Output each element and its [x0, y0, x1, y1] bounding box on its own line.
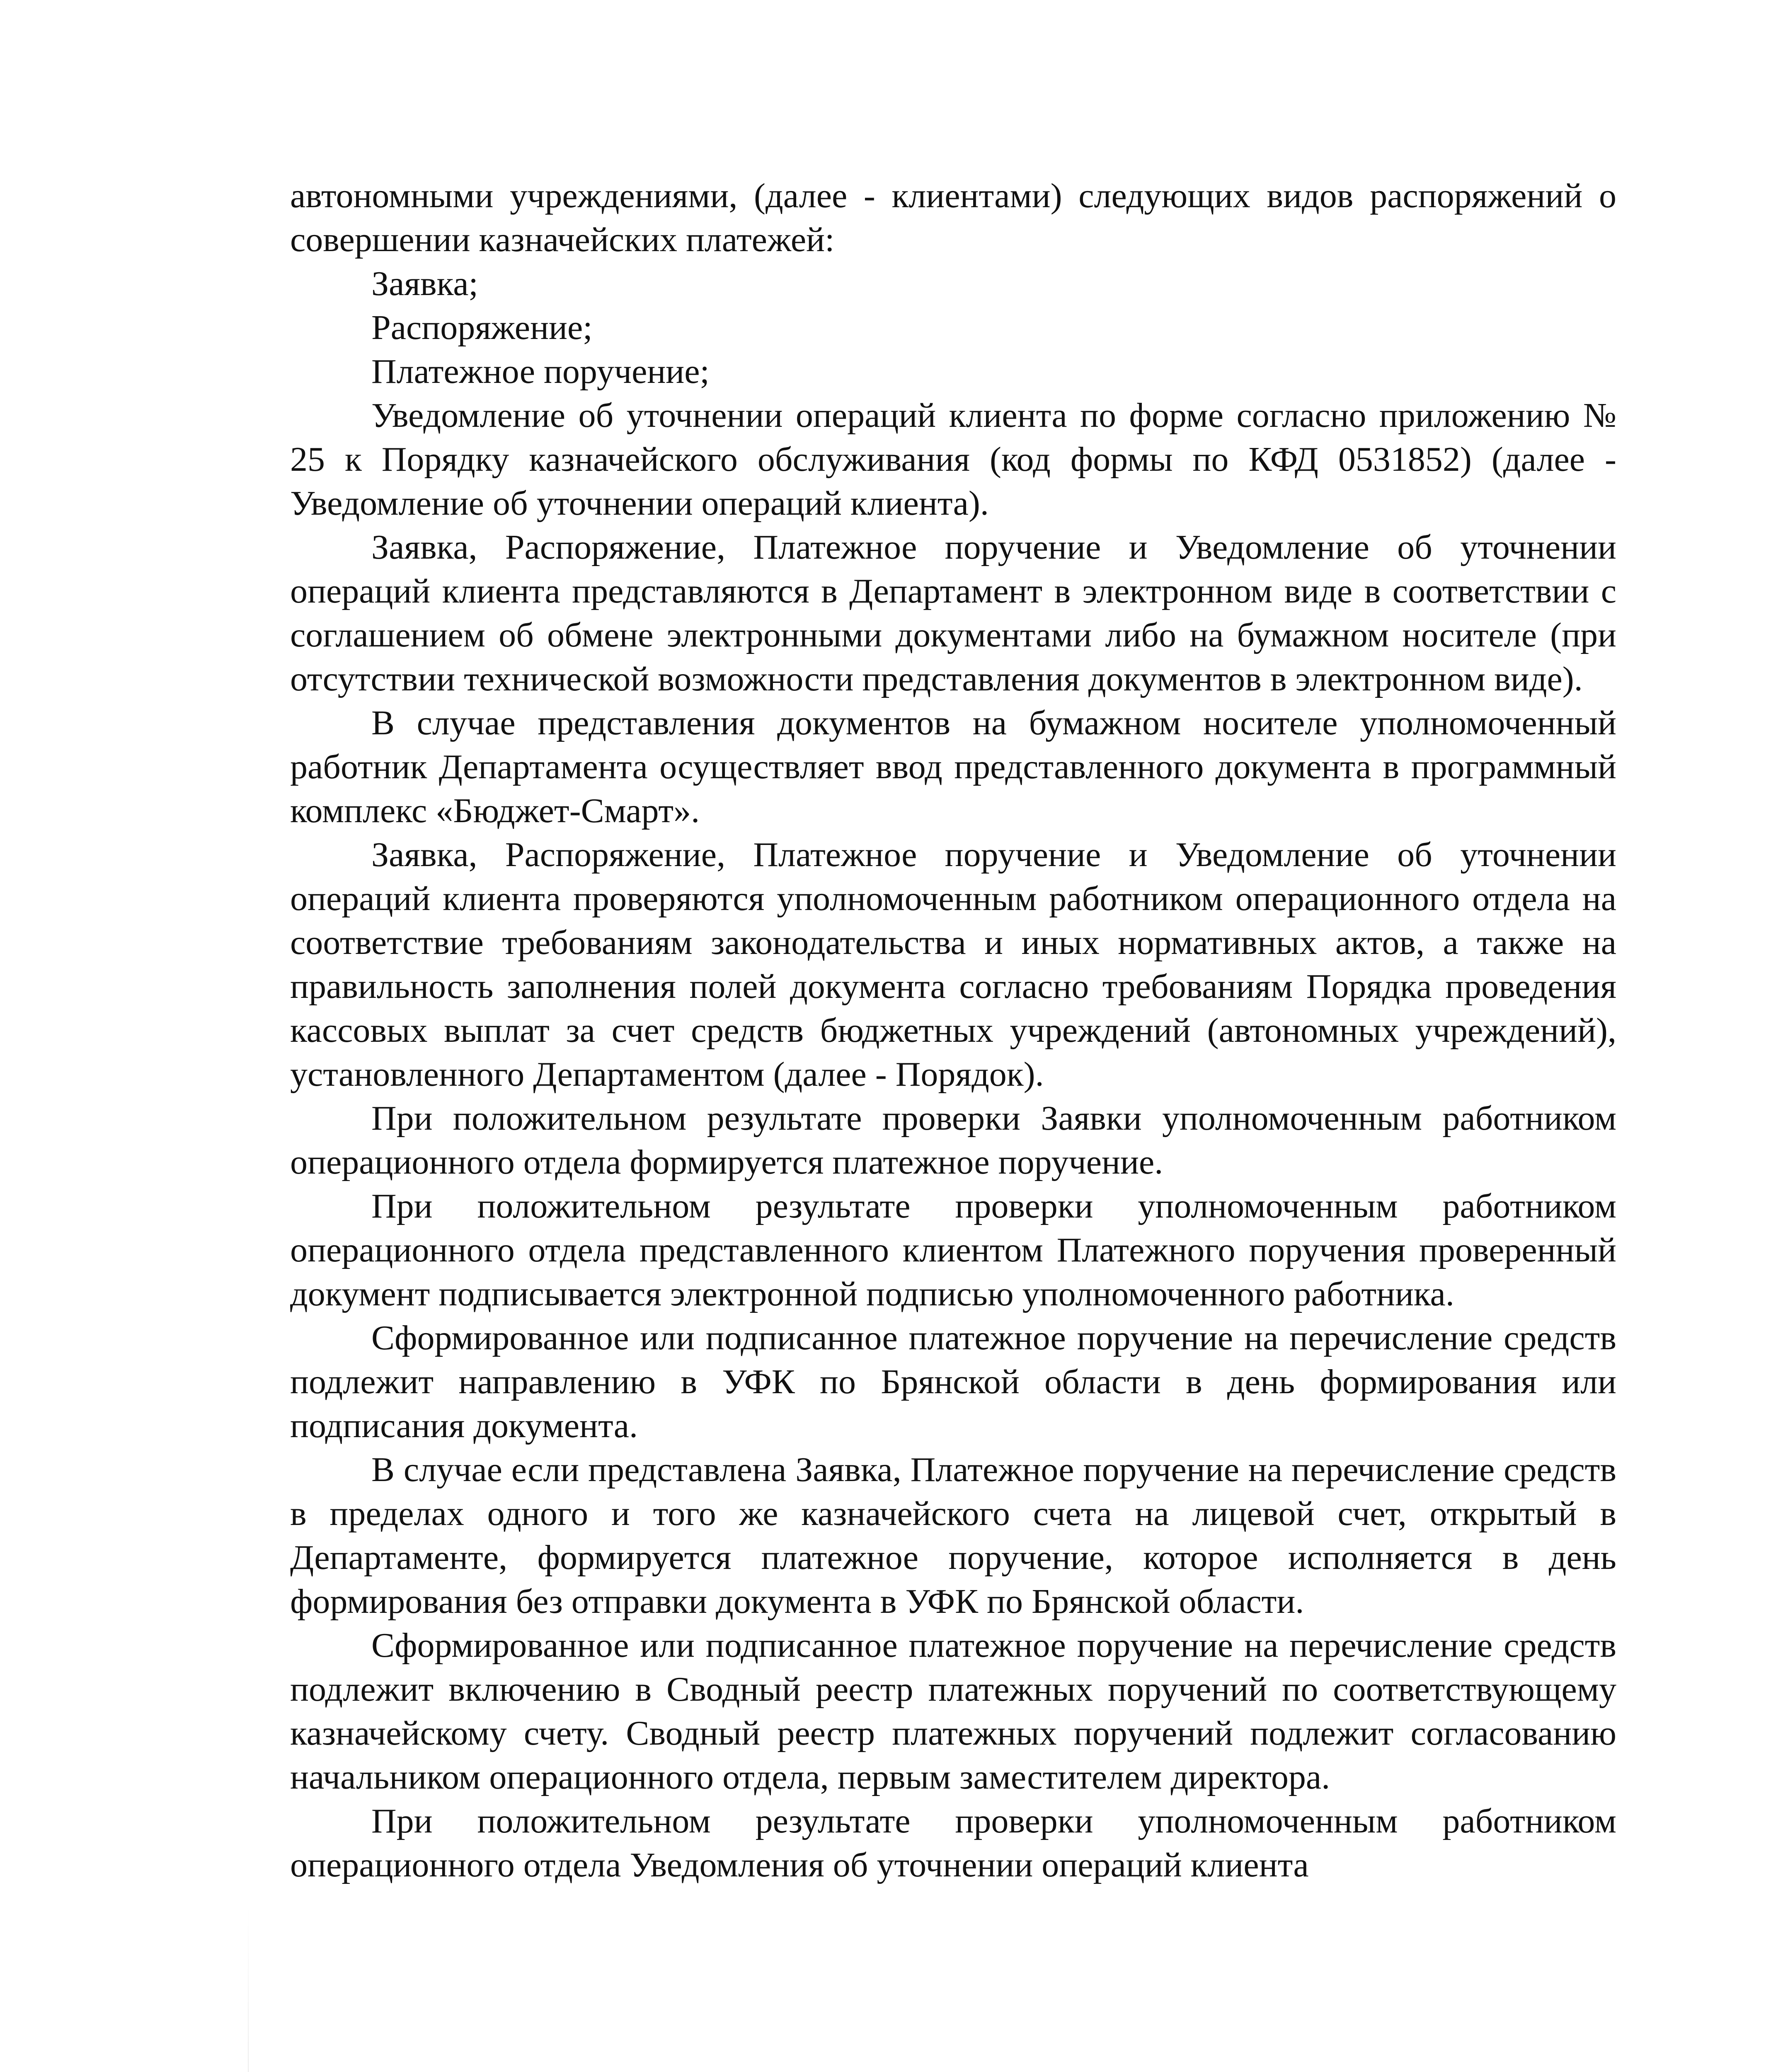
paragraph-4: Платежное поручение;: [371, 352, 710, 391]
paragraph-3: Распоряжение;: [371, 308, 593, 347]
paragraph-8: Заявка, Распоряжение, Платежное поручение и Уведомление об уточнении операций клиента проверяются уполномоченным работником операционного отдела на соответствие требованиям законодательства и иных нормативных актов, а также на правильность заполнения полей документа согласно требованиям Порядка проведения кассовых выплат за счет средств бюджетных учреждений (автономных учреждений), установленного Департаментом (далее - Порядок).: [290, 835, 1616, 1094]
paragraph-11: Сформированное или подписанное платежное поручение на перечисление средств подлежит направлению в УФК по Брянской области в день формирования или подписания документа.: [290, 1319, 1616, 1445]
paragraph-5: Уведомление об уточнении операций клиента по форме согласно приложению № 25 к Порядку казначейского обслуживания (код формы по КФД 0531852) (далее - Уведомление об уточнении операций клиента).: [290, 396, 1616, 523]
scan-shadow: [248, 1906, 249, 2072]
paragraph-1: автономными учреждениями, (далее - клиентами) следующих видов распоряжений о совершении казначейских платежей:: [290, 177, 1616, 259]
paragraph-9: При положительном результате проверки Заявки уполномоченным работником операционного отдела формируется платежное поручение.: [290, 1099, 1616, 1181]
document-body: [290, 174, 1616, 1887]
paragraph-10: При положительном результате проверки уполномоченным работником операционного отдела представленного клиентом Платежного поручения проверенный документ подписывается электронной подписью уполномоченного работника.: [290, 1187, 1616, 1313]
paragraph-7: В случае представления документов на бумажном носителе уполномоченный работник Департамента осуществляет ввод представленного документа в программный комплекс «Бюджет-Смарт».: [290, 704, 1616, 830]
paragraph-6: Заявка, Распоряжение, Платежное поручение и Уведомление об уточнении операций клиента представляются в Департамент в электронном виде в соответствии с соглашением об обмене электронными документами либо на бумажном носителе (при отсутствии технической возможности представления документов в электронном виде).: [290, 528, 1616, 698]
paragraph-13: Сформированное или подписанное платежное поручение на перечисление средств подлежит включению в Сводный реестр платежных поручений по соответствующему казначейскому счету. Сводный реестр платежных поручений подлежит согласованию начальником операционного отдела, первым заместителем директора.: [290, 1626, 1616, 1796]
paragraph-2: Заявка;: [371, 264, 478, 303]
paragraph-12: В случае если представлена Заявка, Платежное поручение на перечисление средств в пределах одного и того же казначейского счета на лицевой счет, открытый в Департаменте, формируется платежное поручение, которое исполняется в день формирования без отправки документа в УФК по Брянской области.: [290, 1450, 1616, 1621]
paragraph-14: При положительном результате проверки уполномоченным работником операционного отдела Уведомления об уточнении операций клиента: [290, 1802, 1616, 1884]
